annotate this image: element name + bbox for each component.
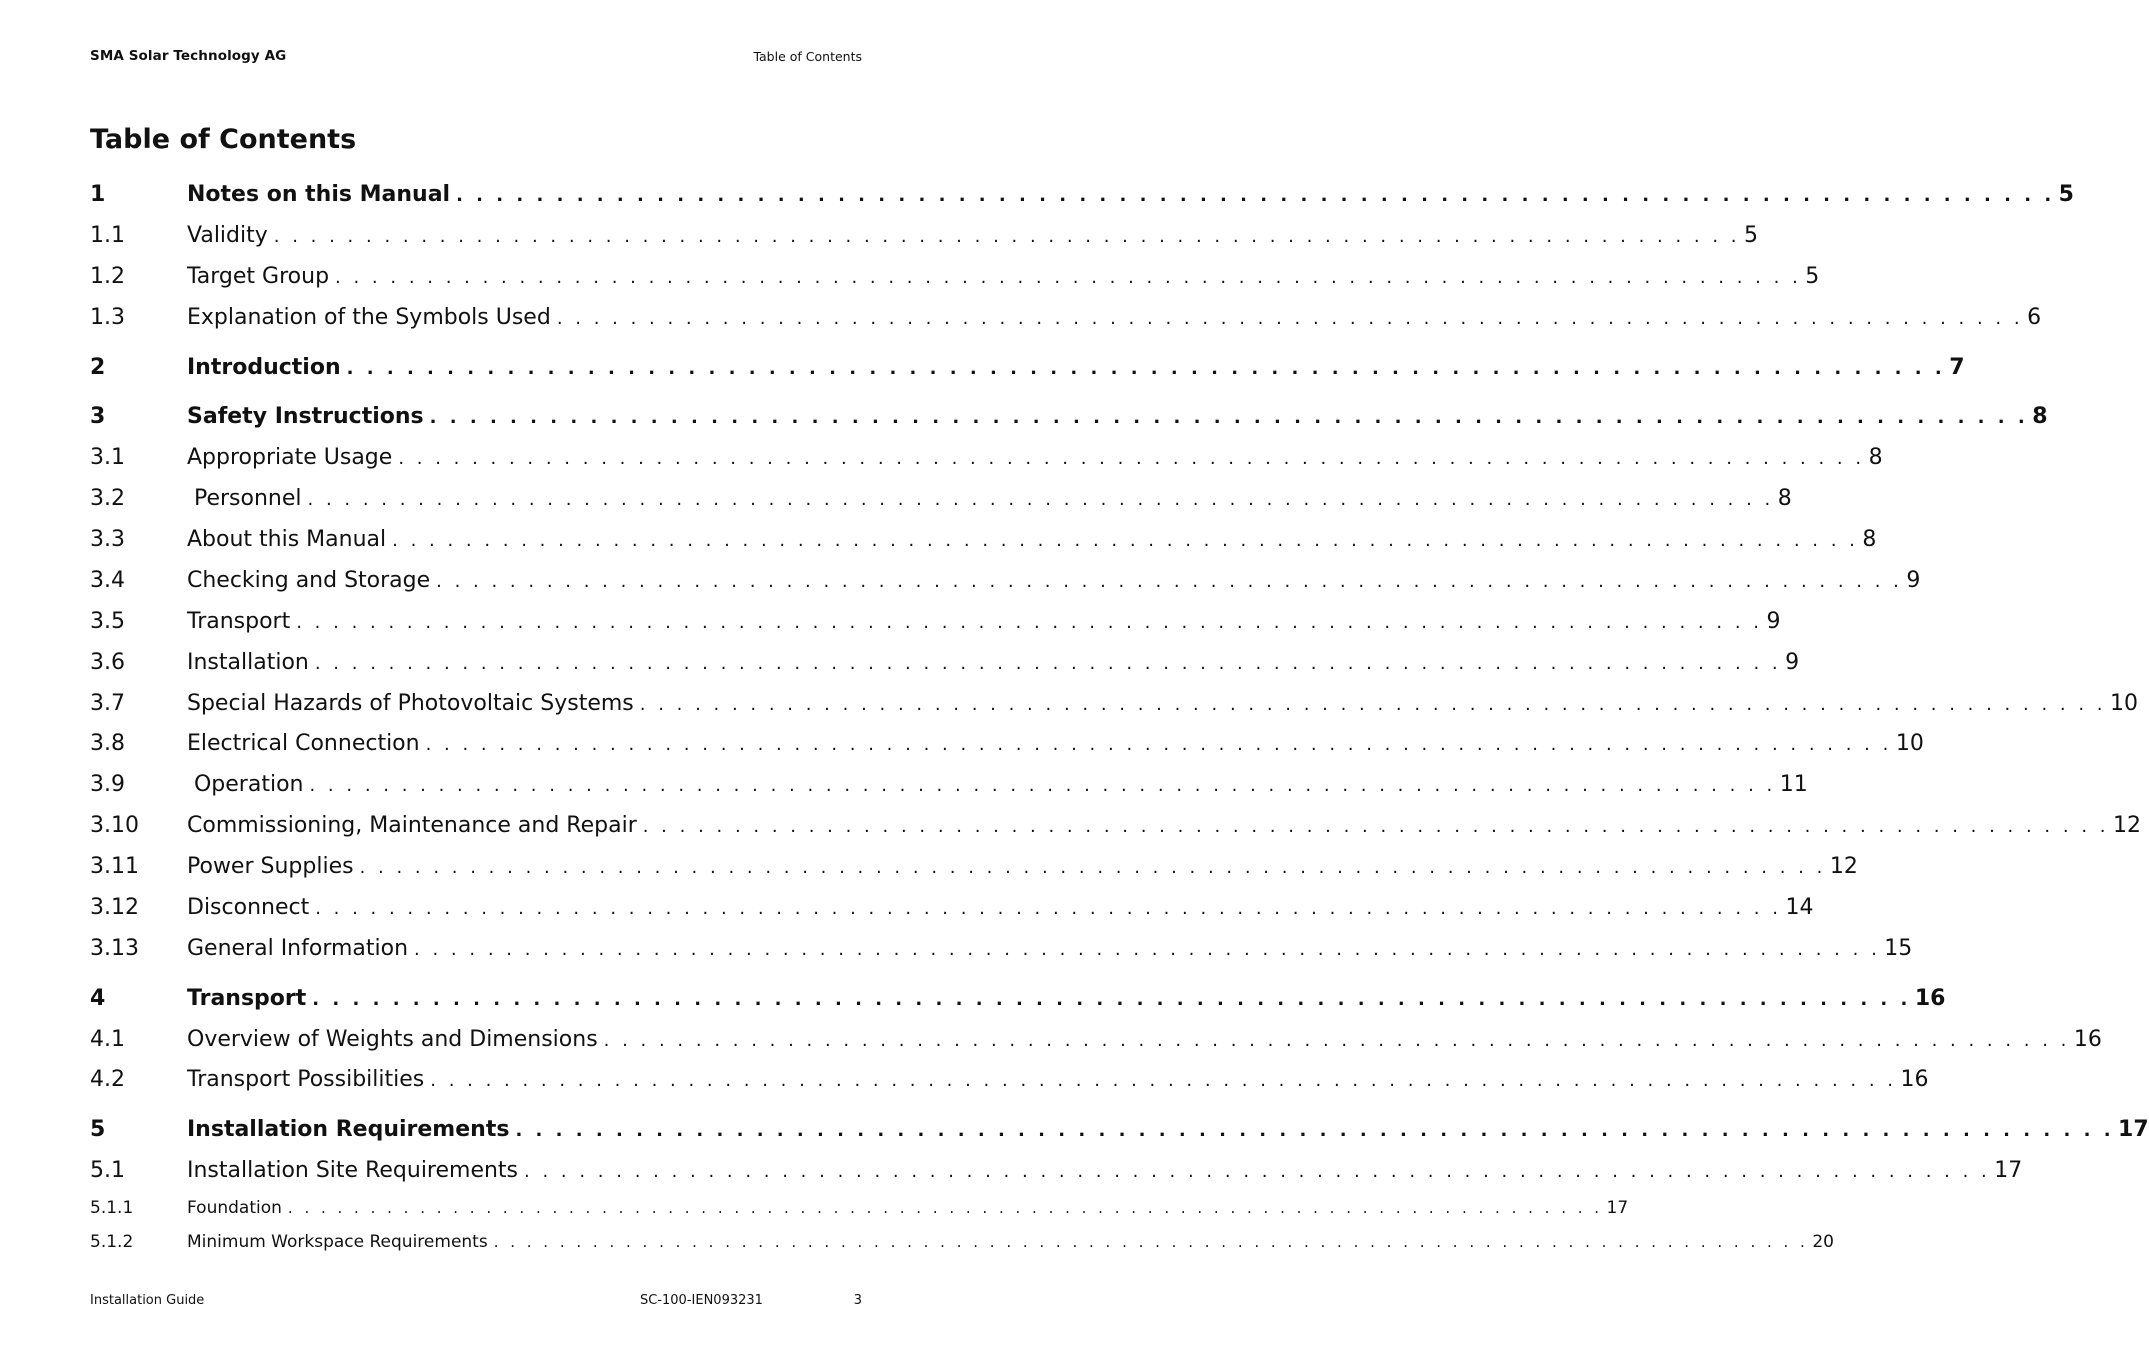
toc-entry-number: 3.12: [90, 895, 139, 920]
toc-entry-number: 3.10: [90, 813, 139, 838]
toc-entry[interactable]: [90, 934, 1913, 964]
footer-doc-code: SC-100-IEN093231: [640, 1293, 763, 1308]
footer-doc-title: Installation Guide: [90, 1293, 205, 1308]
toc-entry[interactable]: [90, 1227, 1834, 1257]
toc-dot-leader: . . . . . . . . . . . . . . . . . . . . . . . . . . . . . . . . . . . . . . . . . . . . . . . . . . . . . . . . . . . . . . . . . . . . . . . . . . . . . . . .: [307, 489, 1774, 510]
toc-dot-leader: . . . . . . . . . . . . . . . . . . . . . . . . . . . . . . . . . . . . . . . . . . . . . . . . . . . . . . . . . . . . . . . . . . . . . . . . . . . . . . . .: [436, 571, 1903, 592]
toc-dot-leader: . . . . . . . . . . . . . . . . . . . . . . . . . . . . . . . . . . . . . . . . . . . . . . . . . . . . . . . . . . . . . . . . . . . . . . . . . . . . . . . .: [603, 1030, 2070, 1051]
toc-entry-label: Introduction: [187, 355, 341, 380]
toc-dot-leader: . . . . . . . . . . . . . . . . . . . . . . . . . . . . . . . . . . . . . . . . . . . . . . . . . . . . . . . . . . . . . . . . . . . . . . . . . . . . . . . .: [429, 407, 2029, 428]
toc-entry[interactable]: [90, 353, 1965, 383]
toc-entry[interactable]: [90, 689, 2138, 719]
toc-entry-number: 4.1: [90, 1027, 125, 1052]
toc-entry-label: Overview of Weights and Dimensions: [187, 1027, 598, 1052]
toc-entry-label: Power Supplies: [187, 854, 354, 879]
toc-entry-page: 12: [2112, 813, 2141, 838]
toc-entry-page: 5: [1744, 223, 1759, 248]
toc-entry-page: 6: [2027, 305, 2042, 330]
toc-dot-leader: . . . . . . . . . . . . . . . . . . . . . . . . . . . . . . . . . . . . . . . . . . . . . . . . . . . . . . . . . . . . . . . . . . . . . . . . . . . . . . . .: [273, 226, 1741, 247]
toc-entry-page: 12: [1829, 854, 1858, 879]
toc-entry-page: 17: [1994, 1158, 2023, 1183]
toc-entry[interactable]: [90, 770, 1808, 800]
toc-entry-label: Explanation of the Symbols Used: [187, 305, 551, 330]
toc-entry[interactable]: [90, 1156, 2023, 1186]
toc-entry-label: Installation Site Requirements: [187, 1158, 519, 1183]
toc-entry-number: 3: [90, 404, 106, 429]
toc-entry-label: Checking and Storage: [187, 568, 431, 593]
toc-entry[interactable]: [90, 525, 1877, 555]
toc-entry-label: Personnel: [187, 486, 302, 511]
toc-entry[interactable]: [90, 402, 2048, 432]
toc-entry-label: Validity: [187, 223, 268, 248]
toc-entry-page: 17: [2118, 1117, 2149, 1142]
toc-entry[interactable]: [90, 262, 1820, 292]
toc-entry-label: Safety Instructions: [187, 404, 424, 429]
toc-dot-leader: . . . . . . . . . . . . . . . . . . . . . . . . . . . . . . . . . . . . . . . . . . . . . . . . . . . . . . . . . . . . . . . . . . . . . . . . . . . . . . . .: [312, 989, 1911, 1010]
toc-entry-number: 5.1.1: [90, 1198, 134, 1218]
toc-entry[interactable]: [90, 484, 1792, 514]
toc-entry-label: General Information: [187, 936, 409, 961]
toc-entry-number: 3.2: [90, 486, 125, 511]
toc-entry-label: Operation: [187, 772, 304, 797]
toc-entry-page: 9: [1785, 650, 1800, 675]
toc-entry[interactable]: [90, 1193, 1629, 1223]
toc-dot-leader: . . . . . . . . . . . . . . . . . . . . . . . . . . . . . . . . . . . . . . . . . . . . . . . . . . . . . . . . . . . . . . . . . . . . . . . . . . . . . . . .: [430, 1070, 1897, 1091]
toc-entry[interactable]: [90, 811, 2141, 841]
toc-entry[interactable]: [90, 893, 1814, 923]
toc-entry-label: Electrical Connection: [187, 731, 420, 756]
toc-entry[interactable]: [90, 607, 1781, 637]
toc-entry-number: 3.5: [90, 609, 125, 634]
toc-entry[interactable]: [90, 1025, 2102, 1055]
toc-dot-leader: . . . . . . . . . . . . . . . . . . . . . . . . . . . . . . . . . . . . . . . . . . . . . . . . . . . . . . . . . . . . . . . . . . . . . . . . . . . . . . . .: [493, 1233, 1809, 1251]
toc-entry-number: 5.1: [90, 1158, 125, 1183]
toc-entry-page: 9: [1766, 609, 1781, 634]
toc-entry-page: 5: [1805, 264, 1820, 289]
toc-entry-number: 5: [90, 1117, 106, 1142]
toc-entry-page: 8: [1777, 486, 1792, 511]
toc-entry-label: Installation: [187, 650, 309, 675]
toc-dot-leader: . . . . . . . . . . . . . . . . . . . . . . . . . . . . . . . . . . . . . . . . . . . . . . . . . . . . . . . . . . . . . . . . . . . . . . . . . . . . . . . .: [556, 308, 2024, 329]
toc-entry-number: 5.1.2: [90, 1232, 134, 1252]
toc-entry-label: Appropriate Usage: [187, 445, 393, 470]
toc-entry-page: 20: [1812, 1232, 1834, 1252]
toc-dot-leader: . . . . . . . . . . . . . . . . . . . . . . . . . . . . . . . . . . . . . . . . . . . . . . . . . . . . . . . . . . . . . . . . . . . . . . . . . . . . . . . .: [296, 612, 1763, 633]
toc-entry-page: 9: [1906, 568, 1921, 593]
toc-entry-page: 7: [1949, 355, 1965, 380]
toc-entry-label: Disconnect: [187, 895, 310, 920]
toc-entry-number: 4.2: [90, 1067, 125, 1092]
toc-entry[interactable]: [90, 852, 1858, 882]
toc-entry-label: Foundation: [187, 1198, 282, 1218]
toc-entry-number: 1: [90, 182, 106, 207]
table-of-contents: [90, 0, 2149, 1352]
toc-entry-number: 3.1: [90, 445, 125, 470]
toc-entry-number: 1.3: [90, 305, 125, 330]
toc-entry-number: 3.3: [90, 527, 125, 552]
footer-page-number: 3: [853, 1293, 862, 1308]
toc-dot-leader: . . . . . . . . . . . . . . . . . . . . . . . . . . . . . . . . . . . . . . . . . . . . . . . . . . . . . . . . . . . . . . . . . . . . . . . . . . . . . . . .: [425, 734, 1892, 755]
toc-entry-label: Installation Requirements: [187, 1117, 510, 1142]
toc-dot-leader: . . . . . . . . . . . . . . . . . . . . . . . . . . . . . . . . . . . . . . . . . . . . . . . . . . . . . . . . . . . . . . . . . . . . . . . . . . . . . . . .: [398, 448, 1865, 469]
toc-dot-leader: . . . . . . . . . . . . . . . . . . . . . . . . . . . . . . . . . . . . . . . . . . . . . . . . . . . . . . . . . . . . . . . . . . . . . . . . . . . . . . . .: [309, 775, 1776, 796]
toc-entry[interactable]: [90, 729, 1924, 759]
running-header-section: Table of Contents: [753, 49, 862, 64]
toc-dot-leader: . . . . . . . . . . . . . . . . . . . . . . . . . . . . . . . . . . . . . . . . . . . . . . . . . . . . . . . . . . . . . . . . . . . . . . . . . . . . . . . .: [414, 939, 1881, 960]
toc-entry-label: About this Manual: [187, 527, 387, 552]
toc-entry[interactable]: [90, 303, 2042, 333]
toc-dot-leader: . . . . . . . . . . . . . . . . . . . . . . . . . . . . . . . . . . . . . . . . . . . . . . . . . . . . . . . . . . . . . . . . . . . . . . . . . . . . . . . .: [335, 267, 1802, 288]
toc-dot-leader: . . . . . . . . . . . . . . . . . . . . . . . . . . . . . . . . . . . . . . . . . . . . . . . . . . . . . . . . . . . . . . . . . . . . . . . . . . . . . . . .: [642, 816, 2109, 837]
toc-entry-label: Transport Possibilities: [187, 1067, 425, 1092]
toc-entry[interactable]: [90, 1065, 1929, 1095]
toc-dot-leader: . . . . . . . . . . . . . . . . . . . . . . . . . . . . . . . . . . . . . . . . . . . . . . . . . . . . . . . . . . . . . . . . . . . . . . . . . . . . . . . .: [287, 1199, 1603, 1217]
toc-dot-leader: . . . . . . . . . . . . . . . . . . . . . . . . . . . . . . . . . . . . . . . . . . . . . . . . . . . . . . . . . . . . . . . . . . . . . . . . . . . . . . . .: [315, 898, 1782, 919]
toc-entry-page: 14: [1785, 895, 1814, 920]
toc-dot-leader: . . . . . . . . . . . . . . . . . . . . . . . . . . . . . . . . . . . . . . . . . . . . . . . . . . . . . . . . . . . . . . . . . . . . . . . . . . . . . . . .: [639, 694, 2106, 715]
toc-entry[interactable]: [90, 984, 1946, 1014]
toc-dot-leader: . . . . . . . . . . . . . . . . . . . . . . . . . . . . . . . . . . . . . . . . . . . . . . . . . . . . . . . . . . . . . . . . . . . . . . . . . . . . . . . .: [456, 185, 2055, 206]
toc-entry-page: 10: [1895, 731, 1924, 756]
toc-entry-number: 3.7: [90, 691, 125, 716]
toc-entry-number: 3.11: [90, 854, 139, 879]
toc-entry-page: 10: [2110, 691, 2138, 716]
toc-entry-page: 11: [1779, 772, 1808, 797]
toc-entry-page: 16: [2073, 1027, 2102, 1052]
running-header-company: SMA Solar Technology AG: [90, 48, 287, 64]
toc-entry-number: 1.2: [90, 264, 125, 289]
toc-entry[interactable]: [90, 648, 1800, 678]
toc-entry-label: Special Hazards of Photovoltaic Systems: [187, 691, 634, 716]
toc-entry-page: 15: [1884, 936, 1913, 961]
toc-entry-label: Commissioning, Maintenance and Repair: [187, 813, 637, 838]
toc-entry-label: Target Group: [187, 264, 330, 289]
toc-entry[interactable]: [90, 1115, 2149, 1145]
toc-entry-number: 1.1: [90, 223, 125, 248]
toc-entry-label: Minimum Workspace Requirements: [187, 1232, 488, 1252]
toc-entry-page: 8: [1862, 527, 1877, 552]
toc-entry-number: 3.6: [90, 650, 125, 675]
toc-dot-leader: . . . . . . . . . . . . . . . . . . . . . . . . . . . . . . . . . . . . . . . . . . . . . . . . . . . . . . . . . . . . . . . . . . . . . . . . . . . . . . . .: [515, 1120, 2115, 1141]
toc-dot-leader: . . . . . . . . . . . . . . . . . . . . . . . . . . . . . . . . . . . . . . . . . . . . . . . . . . . . . . . . . . . . . . . . . . . . . . . . . . . . . . . .: [524, 1161, 1991, 1182]
page-title: Table of Contents: [90, 124, 357, 155]
toc-entry-number: 3.9: [90, 772, 125, 797]
toc-dot-leader: . . . . . . . . . . . . . . . . . . . . . . . . . . . . . . . . . . . . . . . . . . . . . . . . . . . . . . . . . . . . . . . . . . . . . . . . . . . . . . . .: [392, 530, 1859, 551]
toc-entry-page: 8: [2032, 404, 2048, 429]
toc-entry-number: 3.13: [90, 936, 139, 961]
toc-entry-label: Transport: [187, 986, 307, 1011]
toc-entry[interactable]: [90, 180, 2074, 210]
toc-entry-number: 3.8: [90, 731, 125, 756]
toc-dot-leader: . . . . . . . . . . . . . . . . . . . . . . . . . . . . . . . . . . . . . . . . . . . . . . . . . . . . . . . . . . . . . . . . . . . . . . . . . . . . . . . .: [346, 358, 1946, 379]
toc-entry-page: 5: [2058, 182, 2074, 207]
toc-entry-page: 16: [1900, 1067, 1929, 1092]
toc-entry[interactable]: [90, 221, 1759, 251]
toc-entry-page: 8: [1868, 445, 1883, 470]
toc-entry-number: 3.4: [90, 568, 125, 593]
toc-entry-number: 2: [90, 355, 106, 380]
toc-entry-page: 16: [1914, 986, 1946, 1011]
toc-entry-label: Notes on this Manual: [187, 182, 451, 207]
toc-entry-label: Transport: [187, 609, 291, 634]
toc-entry-page: 17: [1606, 1198, 1629, 1218]
toc-entry[interactable]: [90, 566, 1921, 596]
toc-entry[interactable]: [90, 443, 1883, 473]
toc-entry-number: 4: [90, 986, 106, 1011]
toc-dot-leader: . . . . . . . . . . . . . . . . . . . . . . . . . . . . . . . . . . . . . . . . . . . . . . . . . . . . . . . . . . . . . . . . . . . . . . . . . . . . . . . .: [359, 857, 1826, 878]
toc-dot-leader: . . . . . . . . . . . . . . . . . . . . . . . . . . . . . . . . . . . . . . . . . . . . . . . . . . . . . . . . . . . . . . . . . . . . . . . . . . . . . . . .: [314, 653, 1782, 674]
